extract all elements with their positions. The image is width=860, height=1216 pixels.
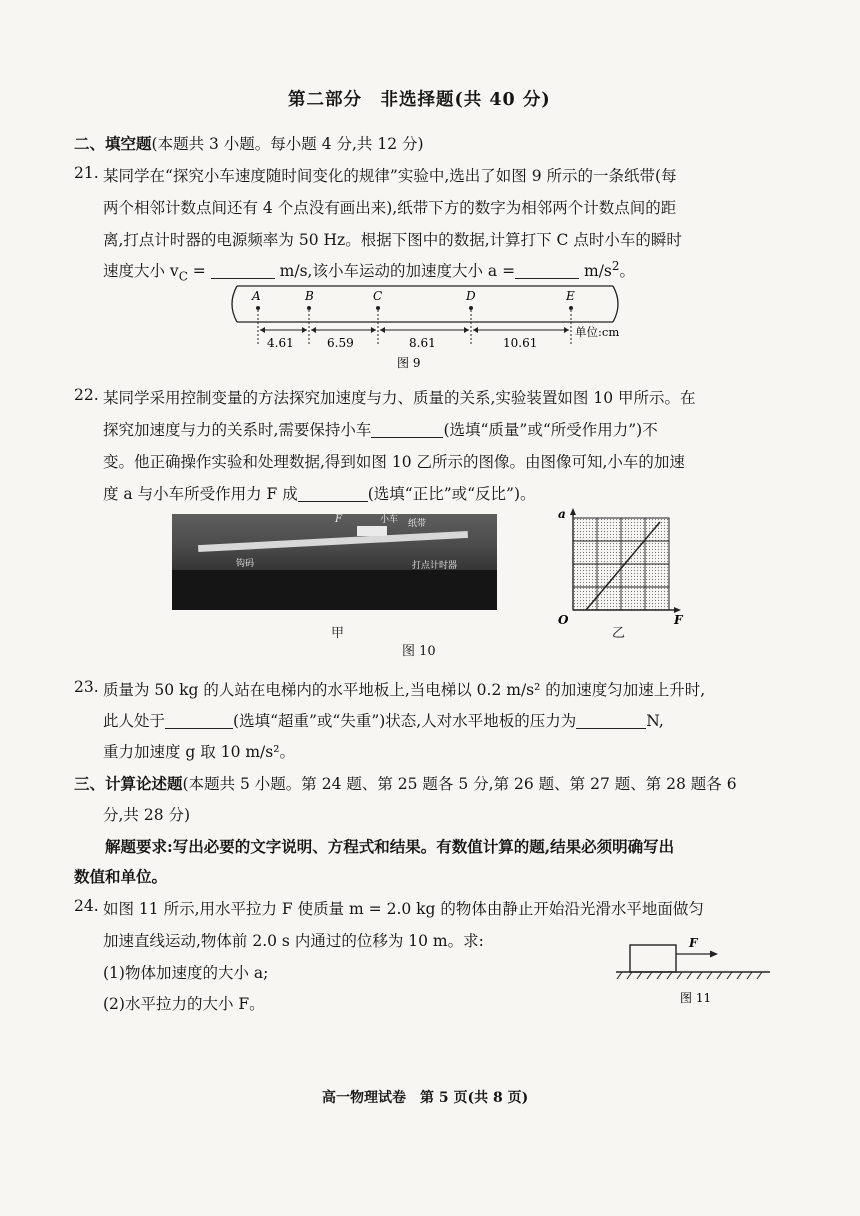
section2-note: (本题共 3 小题。每小题 4 分,共 12 分) — [151, 135, 424, 153]
q21-line2: 两个相邻计数点间还有 4 个点没有画出来),纸带下方的数字为相邻两个计数点间的距 — [103, 199, 677, 217]
q23-line2-c: N, — [646, 712, 664, 730]
tape-points — [251, 289, 575, 310]
q22-number: 22. — [74, 386, 99, 404]
photo-label-f: F — [335, 514, 342, 525]
tape-left-end — [232, 286, 237, 322]
section3-note: (本题共 5 小题。第 24 题、第 25 题各 5 分,第 26 题、第 27 题、第 28 题各 6 — [182, 775, 737, 793]
section3-note2: 分,共 28 分) — [103, 806, 191, 824]
q21-line1: 某同学在“探究小车速度随时间变化的规律”实验中,选出了如图 9 所示的一条纸带(每 — [103, 167, 677, 185]
q22-blank-1[interactable] — [371, 422, 443, 439]
figure-10-b-caption: 乙 — [612, 626, 626, 641]
photo-label-timer: 打点计时器 — [412, 561, 458, 571]
distance-cd: 8.61 — [409, 336, 436, 350]
point-e-dot — [569, 306, 573, 310]
q24-part2: (2)水平拉力的大小 F。 — [103, 995, 265, 1013]
q23-line2-a: 此人处于 — [103, 712, 166, 730]
ground-hatching — [617, 972, 762, 979]
section3-heading — [74, 772, 737, 794]
q24-number: 24. — [74, 897, 99, 915]
figure-11-caption: 图 11 — [680, 991, 712, 1005]
track-rail — [198, 531, 468, 552]
section2-title: 二、填空题 — [74, 134, 152, 153]
q22-blank-2[interactable] — [298, 486, 368, 503]
q22-line3: 变。他正确操作实验和处理数据,得到如图 10 乙所示的图像。由图像可知,小车的加速 — [103, 453, 685, 471]
tape-right-end — [613, 286, 618, 322]
table-shadow — [172, 570, 497, 610]
q21-unit-sup: 2 — [611, 259, 620, 273]
point-a-dot — [256, 306, 260, 310]
q22-line4-a: 度 a 与小车所受作用力 F 成 — [103, 485, 298, 503]
q21-line3: 离,打点计时器的电源频率为 50 Hz。根据下图中的数据,计算打下 C 点时小车的瞬时 — [103, 231, 682, 249]
graph-x-label: F — [674, 613, 683, 627]
q21-blank-vc[interactable] — [211, 263, 275, 280]
q22-line2-a: 探究加速度与力的关系时,需要保持小车 — [103, 421, 372, 439]
distance-de: 10.61 — [503, 336, 538, 350]
q22-line4 — [103, 482, 536, 504]
point-label-b: B — [305, 289, 314, 303]
q22-line2 — [103, 418, 658, 440]
figure-9-caption: 图 9 — [397, 356, 421, 370]
graph-origin: O — [558, 613, 569, 627]
section3-requirement-2: 数值和单位。 — [74, 867, 168, 886]
y-axis-arrow — [570, 508, 576, 515]
q23-blank-2[interactable] — [576, 713, 646, 730]
page-title: 第二部分 非选择题(共 40 分) — [288, 90, 551, 110]
point-c-dot — [376, 306, 380, 310]
point-label-e: E — [566, 289, 575, 303]
q21-period: 。 — [619, 262, 636, 281]
q24-line2: 加速直线运动,物体前 2.0 s 内通过的位移为 10 m。求: — [103, 932, 484, 950]
force-arrow-head — [710, 951, 718, 958]
photo-label-hook: 钩码 — [236, 559, 255, 569]
photo-label-tape: 纸带 — [408, 519, 427, 529]
q22-line1: 某同学采用控制变量的方法探究加速度与力、质量的关系,实验装置如图 10 甲所示。在 — [103, 389, 696, 407]
figure-9-paper-tape — [225, 280, 635, 376]
point-d-dot — [469, 306, 473, 310]
q24-line1: 如图 11 所示,用水平拉力 F 使质量 m = 2.0 kg 的物体由静止开始沿光滑水平地面做匀 — [103, 900, 704, 918]
point-b-dot — [307, 306, 311, 310]
figure-10-photo — [172, 514, 497, 610]
q21-unit: m/s — [584, 262, 612, 281]
figure-10-caption: 图 10 — [402, 644, 436, 659]
point-label-d: D — [466, 289, 476, 303]
q22-line2-b: (选填“质量”或“所受作用力”)不 — [443, 421, 658, 439]
force-label: F — [689, 936, 698, 950]
q23-blank-1[interactable] — [165, 713, 233, 730]
section3-requirement-1: 解题要求:写出必要的文字说明、方程式和结果。有数值计算的题,结果必须明确写出 — [105, 837, 675, 856]
q21-vc-sub: C — [178, 269, 188, 284]
q23-number: 23. — [74, 678, 99, 696]
q23-line2 — [103, 709, 664, 731]
distance-ab: 4.61 — [267, 336, 294, 350]
q21-eq: = — [187, 262, 206, 281]
graph-y-label: a — [558, 507, 566, 521]
q23-line1: 质量为 50 kg 的人站在电梯内的水平地板上,当电梯以 0.2 m/s² 的加速度匀加速上升时, — [103, 681, 706, 699]
q23-line3: 重力加速度 g 取 10 m/s²。 — [103, 743, 295, 761]
q21-blank-a[interactable] — [515, 263, 579, 280]
q23-line2-b: (选填“超重”或“失重”)状态,人对水平地板的压力为 — [233, 712, 577, 730]
distance-bc: 6.59 — [327, 336, 354, 350]
distance-unit: 单位:cm — [575, 325, 620, 339]
section2-heading — [74, 132, 424, 154]
q24-part1: (1)物体加速度的大小 a; — [103, 964, 269, 982]
point-label-c: C — [373, 289, 383, 303]
q21-vc-label: 速度大小 v — [103, 262, 179, 281]
figure-10-graph — [552, 506, 692, 628]
q21-number: 21. — [74, 164, 99, 182]
page-footer: 高一物理试卷 第 5 页(共 8 页) — [322, 1090, 529, 1106]
point-label-a: A — [252, 289, 261, 303]
figure-11 — [612, 930, 782, 1014]
photo-label-car: 小车 — [380, 515, 399, 525]
cart-shape — [357, 526, 387, 536]
q22-line4-b: (选填“正比”或“反比”)。 — [367, 485, 536, 503]
q21-accel-text: m/s,该小车运动的加速度大小 a = — [279, 262, 516, 281]
block — [630, 945, 676, 972]
section3-title: 三、计算论述题 — [74, 774, 183, 793]
figure-10-a-caption: 甲 — [331, 626, 345, 641]
